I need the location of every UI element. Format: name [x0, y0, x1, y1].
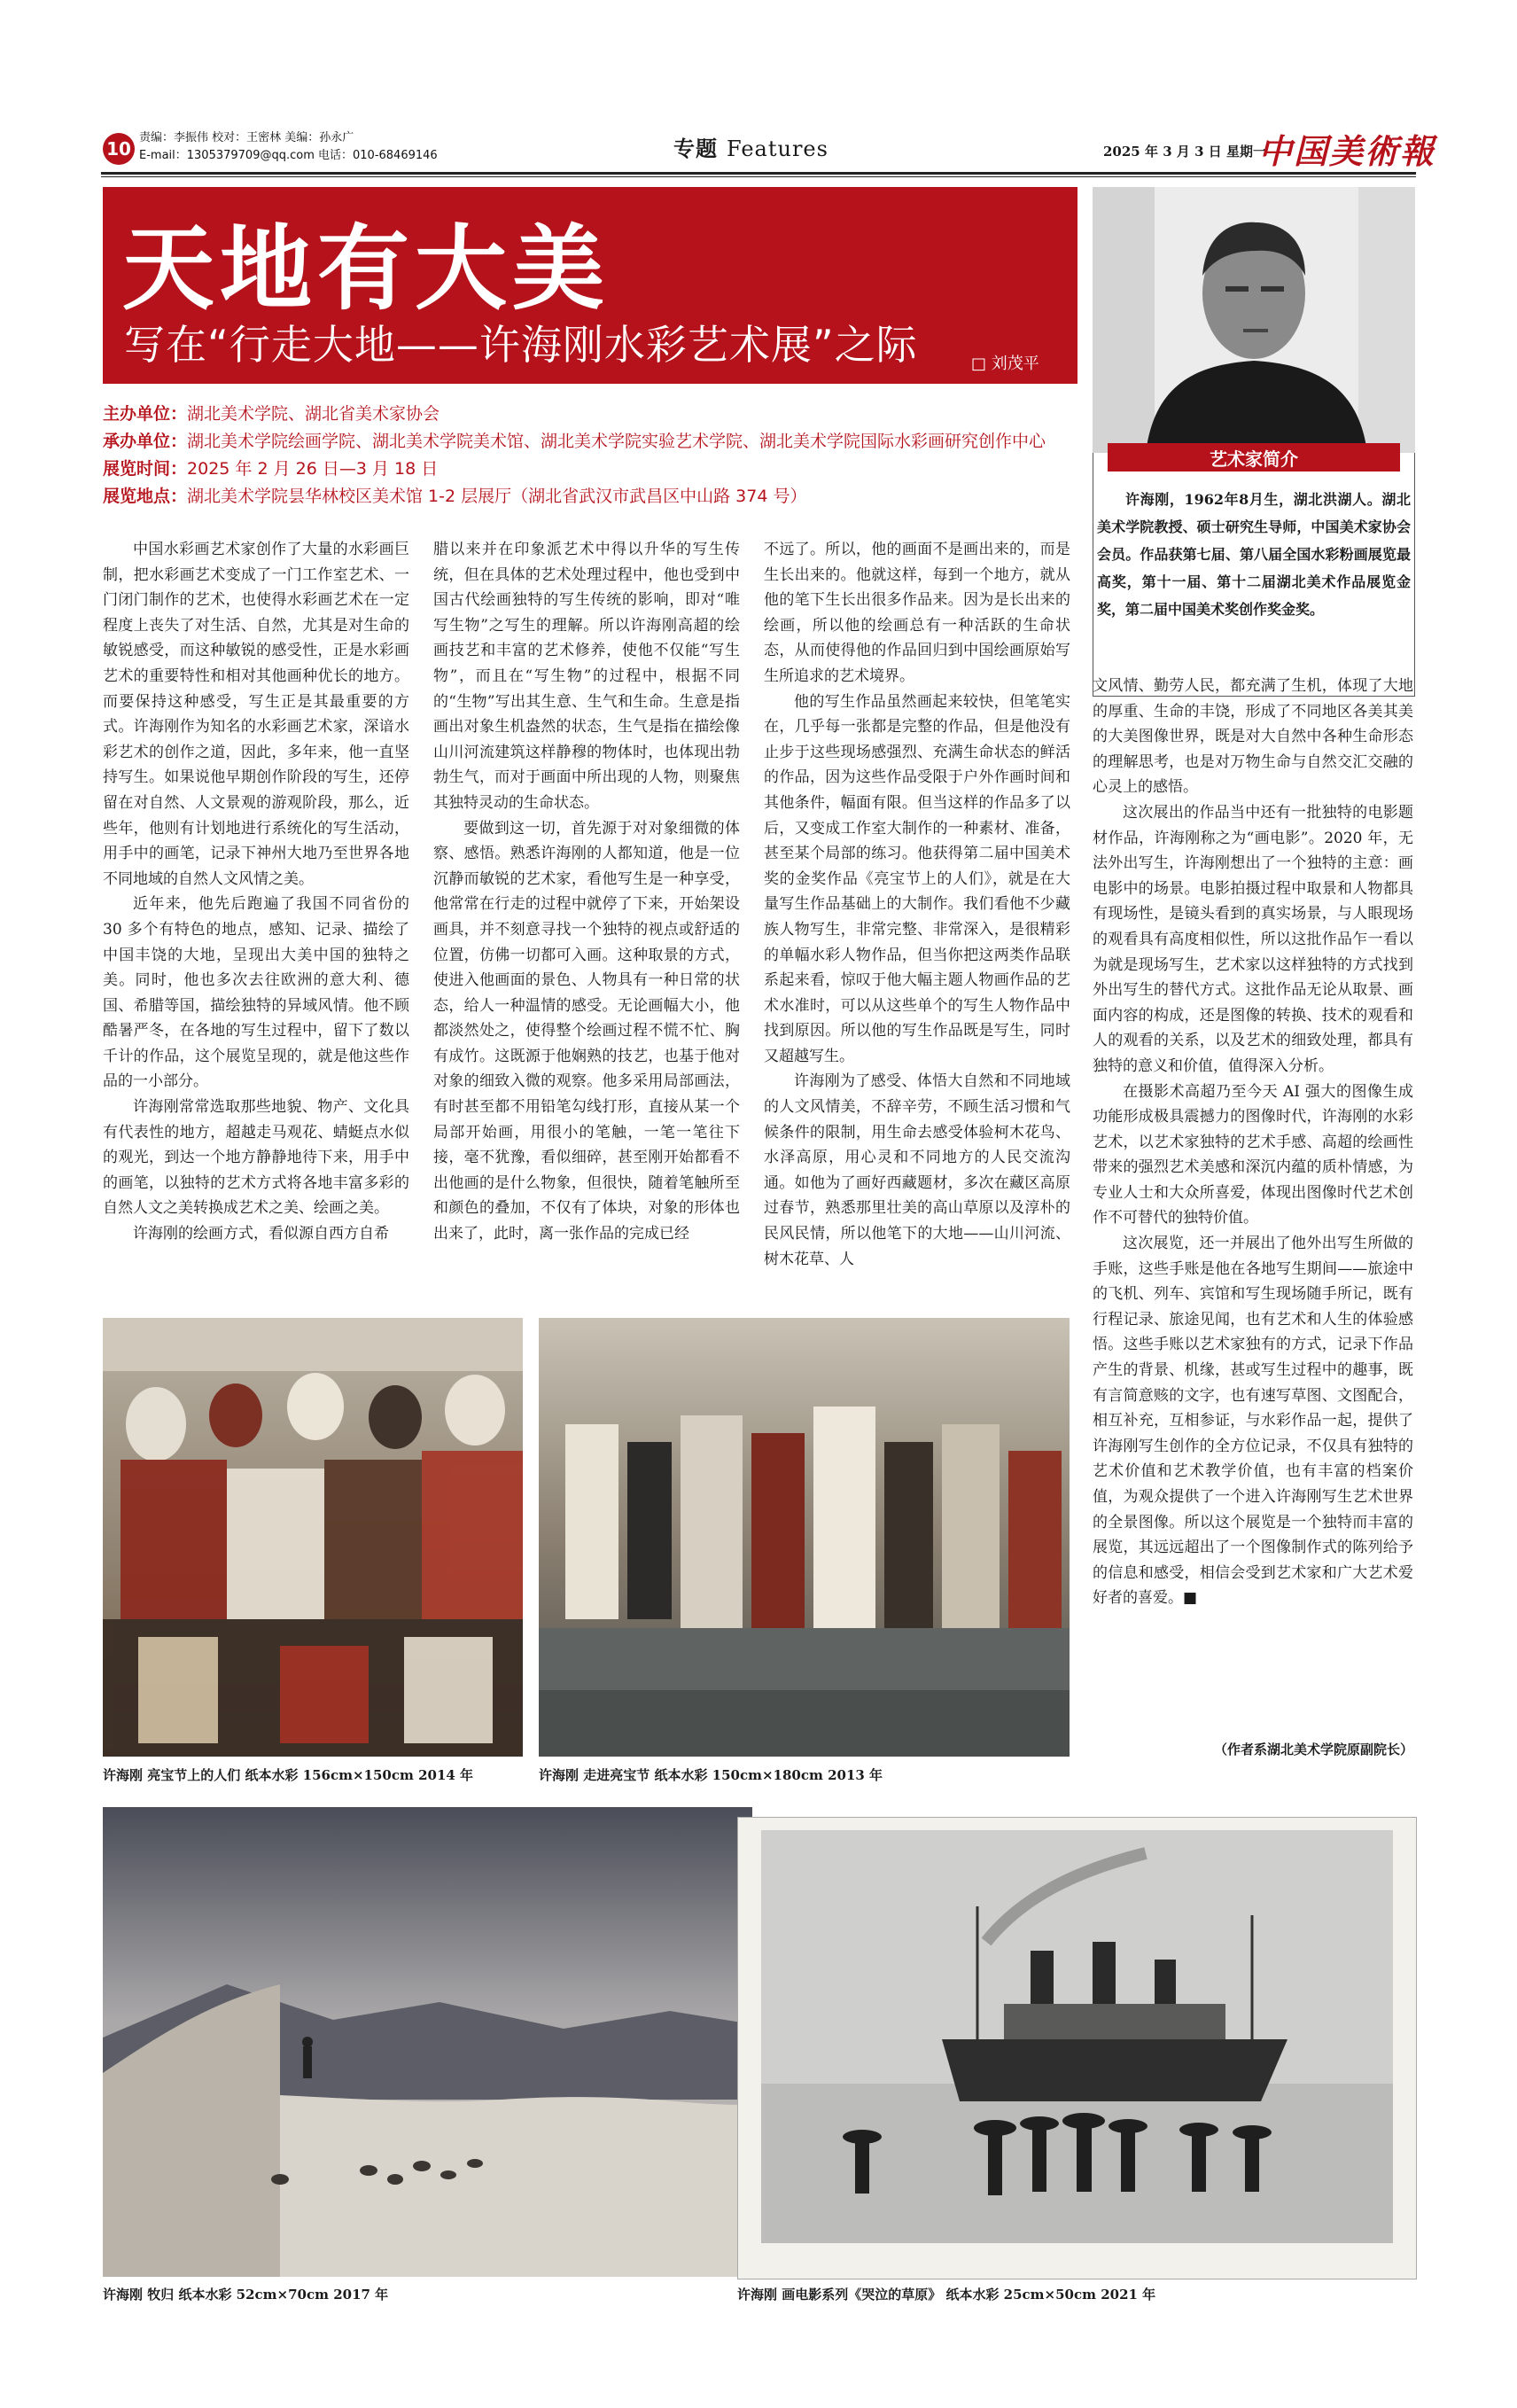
info-value: 2025 年 2 月 26 日—3 月 18 日 [187, 459, 439, 479]
info-value: 湖北美术学院、湖北省美术家协会 [187, 404, 440, 424]
issue-date: 2025 年 3 月 3 日 星期一 [1103, 144, 1266, 160]
headline-banner [103, 187, 1077, 384]
paragraph: 许海刚常常选取那些地貌、物产、文化具有代表性的地方，超越走马观花、蜻蜓点水似的观光，到达一个地方静静地待下来，用手中的画笔，以独特的艺术方式将各地丰富多彩的自然人文之美转换成艺术之美、绘画之美。 [103, 1098, 409, 1218]
info-row [103, 456, 1046, 483]
section-en: Features [727, 136, 829, 161]
header-rule [101, 172, 1416, 175]
info-row [103, 428, 1046, 456]
bio-heading: 艺术家简介 [1108, 443, 1400, 471]
article-author: □ 刘茂平 [971, 355, 1039, 373]
article-column-3 [764, 537, 1070, 1272]
credits-line-1: 责编：李振伟 校对：王密林 美编：孙永广 [139, 131, 354, 144]
info-value: 湖北美术学院昙华林校区美术馆 1-2 层展厅（湖北省武汉市武昌区中山路 374 号） [187, 487, 807, 506]
editor-credits [139, 129, 438, 165]
paragraph: 许海刚为了感受、体悟大自然和不同地域的人文风情美，不辞辛劳，不顾生活习惯和气候条件的限制，用生命去感受体验柯木花鸟、水泽高原，用心灵和不同地方的人民交流沟通。如他为了画好西藏题材，多次在藏区高原过春节，熟悉那里壮美的高山草原以及淳朴的民风民情，所以他笔下的大地——山川河流、树木花草、人 [764, 1072, 1070, 1268]
article-column-4 [1093, 674, 1413, 1611]
painting-mugui [103, 1807, 752, 2277]
info-label: 展览时间： [103, 459, 188, 479]
bio-text: 许海刚，1962年8月生，湖北洪湖人。湖北美术学院教授、硕士研究生导师，中国美术家协会会员。作品获第七届、第八届全国水彩粉画展览最高奖，第十一届、第十二届湖北美术作品展览金奖，第二届中国美术奖创作奖金奖。 [1097, 491, 1411, 618]
paragraph: 中国水彩画艺术家创作了大量的水彩画巨制，把水彩画艺术变成了一门工作室艺术、一门闭门制作的艺术，也使得水彩画艺术在一定程度上丧失了对生活、自然，尤其是对生命的敏锐感受，而这种敏锐的感受性，正是水彩画艺术的重要特性和相对其他画种优长的地方。而要保持这种感受，写生正是其最重要的方式。许海刚作为知名的水彩画艺术家，深谙水彩艺术的创作之道，因此，多年来，他一直坚持写生。如果说他早期创作阶段的写生，还停留在对自然、人文景观的游观阶段，那么，近些年，他则有计划地进行系统化的写生活动，用手中的画笔，记录下神州大地乃至世界各地不同地域的自然人文风情之美。 [103, 541, 409, 888]
caption-img2: 许海刚 走进亮宝节 纸本水彩 150cm×180cm 2013 年 [539, 1767, 883, 1783]
caption-img1: 许海刚 亮宝节上的人们 纸本水彩 156cm×150cm 2014 年 [103, 1767, 474, 1783]
info-label: 展览地点： [103, 487, 188, 506]
paragraph: 在摄影术高超乃至今天 AI 强大的图像生成功能形成极具震撼力的图像时代，许海刚的水彩艺术，以艺术家独特的艺术手感、高超的绘画性带来的强烈艺术美感和深沉内蕴的质朴情感，为专业人士和大众所喜爱，体现出图像时代艺术创作不可替代的独特价值。 [1093, 1082, 1413, 1227]
info-row [103, 483, 1046, 510]
painting-kuqi-de-caoyuan [737, 1817, 1417, 2279]
article-column-2 [433, 537, 740, 1247]
paragraph: 要做到这一切，首先源于对对象细微的体察、感悟。熟悉许海刚的人都知道，他是一位沉静而敏锐的艺术家，看他写生是一种享受，他常常在行走的过程中就停了下来，开始架设画具，并不刻意寻找一个独特的视点或舒适的位置，仿佛一切都可入画。这种取景的方式，使进入他画面的景色、人物具有一种日常的状态，给人一种温情的感受。无论画幅大小，他都淡然处之，使得整个绘画过程不慌不忙、胸有成竹。这既源于他娴熟的技艺，也基于他对对象的细致入微的观察。他多采用局部画法，有时甚至都不用铅笔勾线打形，直接从某一个局部开始画，用很小的笔触，一笔一笔往下接，毫不犹豫，看似细碎，甚至刚开始都看不出他画的是什么物象，但很快，随着笔触所至和颜色的叠加，不仅有了体块，对象的形体也出来了，此时，离一张作品的完成已经 [433, 819, 740, 1243]
info-value: 湖北美术学院绘画学院、湖北美术学院美术馆、湖北美术学院实验艺术学院、湖北美术学院国际水彩画研究创作中心 [187, 432, 1046, 451]
paragraph: 这次展出的作品当中还有一批独特的电影题材作品，许海刚称之为“画电影”。2020 年，无法外出写生，许海刚想出了一个独特的主意：画电影中的场景。电影拍摄过程中取景和人物都具有现场性，是镜头看到的真实场景，与人眼现场的观看具有高度相似性，所以这批作品乍一看以为就是现场写生，艺术家以这样独特的方式找到外出写生的替代方式。这批作品无论从取景、画面内容的构成，还是图像的转换、技术的观看和人的观看的关系，以及艺术的细致处理，都具有独特的意义和价值，值得深入分析。 [1093, 803, 1413, 1075]
info-label: 承办单位： [103, 432, 188, 451]
exhibition-info [103, 401, 1046, 510]
paragraph: 腊以来并在印象派艺术中得以升华的写生传统，但在具体的艺术处理过程中，他也受到中国古代绘画独特的写生传统的影响，即对“唯写生物”之写生的理解。所以许海刚高超的绘画技艺和丰富的艺术修养，使他不仅能“写生物”，而且在“写生物”的过程中，根据不同的“生物”写出其生意、生气和生命。生意是指画出对象生机盎然的状态，生气是指在描绘像山川河流建筑这样静穆的物体时，也体现出勃勃生气，而对于画面中所出现的人物，则聚焦其独特灵动的生命状态。 [433, 541, 740, 812]
caption-img3: 许海刚 牧归 纸本水彩 52cm×70cm 2017 年 [103, 2287, 389, 2303]
artist-portrait [1093, 187, 1415, 453]
painting-zoujin-liangbaojie [539, 1318, 1070, 1757]
info-label: 主办单位： [103, 404, 188, 424]
paragraph: 文风情、勤劳人民，都充满了生机，体现了大地的厚重、生命的丰饶，形成了不同地区各美其美的大美图像世界，既是对大自然中各种生命形态的理解思考，也是对万物生命与自然交汇交融的心灵上的感悟。 [1093, 677, 1413, 797]
page-number-badge: 10 [103, 133, 135, 165]
section-cn: 专题 [673, 136, 718, 161]
info-row [103, 401, 1046, 428]
masthead-logo: 中国美術報 [1258, 131, 1436, 171]
paragraph: 不远了。所以，他的画面不是画出来的，而是生长出来的。他就这样，每到一个地方，就从他的笔下生长出很多作品来。因为是长出来的绘画，所以他的绘画总有一种活跃的生命状态，从而使得他的作品回归到中国绘画原始写生所追求的艺术境界。 [764, 541, 1070, 685]
paragraph: 许海刚的绘画方式，看似源自西方自希 [133, 1225, 389, 1243]
article-title: 天地有大美 [122, 214, 611, 323]
caption-img4: 许海刚 画电影系列《哭泣的草原》 纸本水彩 25cm×50cm 2021 年 [737, 2287, 1156, 2303]
section-label [673, 131, 829, 162]
article-column-1 [103, 537, 409, 1247]
painting-liangbaojie-people [103, 1318, 523, 1757]
author-byline: （作者系湖北美术学院原副院长） [1213, 1742, 1413, 1757]
header-rule-thin [101, 176, 1416, 177]
paragraph: 近年来，他先后跑遍了我国不同省份的 30 多个有特色的地点，感知、记录、描绘了中国丰饶的大地，呈现出大美中国的独特之美。同时，他也多次去往欧洲的意大利、德国、希腊等国，描绘独特的异域风情。他不顾酷暑严冬，在各地的写生过程中，留下了数以千计的作品，这个展览呈现的，就是他这些作品的一小部分。 [103, 895, 409, 1091]
article-subtitle: 写在“行走大地——许海刚水彩艺术展”之际 [124, 321, 918, 369]
paragraph: 这次展览，还一并展出了他外出写生所做的手账，这些手账是他在各地写生期间——旅途中的飞机、列车、宾馆和写生现场随手所记，既有行程记录、旅途见闻，也有艺术和人生的体验感悟。这些手账以艺术家独有的方式，记录下作品产生的背景、机缘，甚或写生过程中的趣事，既有言简意赅的文字，也有速写草图、文图配合，相互补充，互相参证，与水彩作品一起，提供了许海刚写生创作的全方位记录，不仅具有独特的艺术价值和艺术教学价值，也有丰富的档案价值，为观众提供了一个进入许海刚写生艺术世界的全景图像。所以这个展览是一个独特而丰富的展览，其远远超出了一个图像制作式的陈列给予的信息和感受，相信会受到艺术家和广大艺术爱好者的喜爱。■ [1093, 1235, 1413, 1608]
paragraph: 他的写生作品虽然画起来较快，但笔笔实在，几乎每一张都是完整的作品，但是他没有止步于这些现场感强烈、充满生命状态的鲜活的作品，因为这些作品受限于户外作画时间和其他条件，幅面有限。但当这样的作品多了以后，又变成工作室大制作的一种素材、准备，甚至某个局部的练习。他获得第二届中国美术奖的金奖作品《亮宝节上的人们》，就是在大量写生作品基础上的大制作。我们看他不少藏族人物写生，非常完整、非常深入，是很精彩的单幅水彩人物作品，但当你把这两类作品联系起来看，惊叹于他大幅主题人物画作品的艺术水准时，可以从这些单个的写生人物作品中找到原因。所以他的写生作品既是写生，同时又超越写生。 [764, 692, 1070, 1065]
credits-line-2: E-mail：1305379709@qq.com 电话：010-68469146 [139, 149, 438, 162]
